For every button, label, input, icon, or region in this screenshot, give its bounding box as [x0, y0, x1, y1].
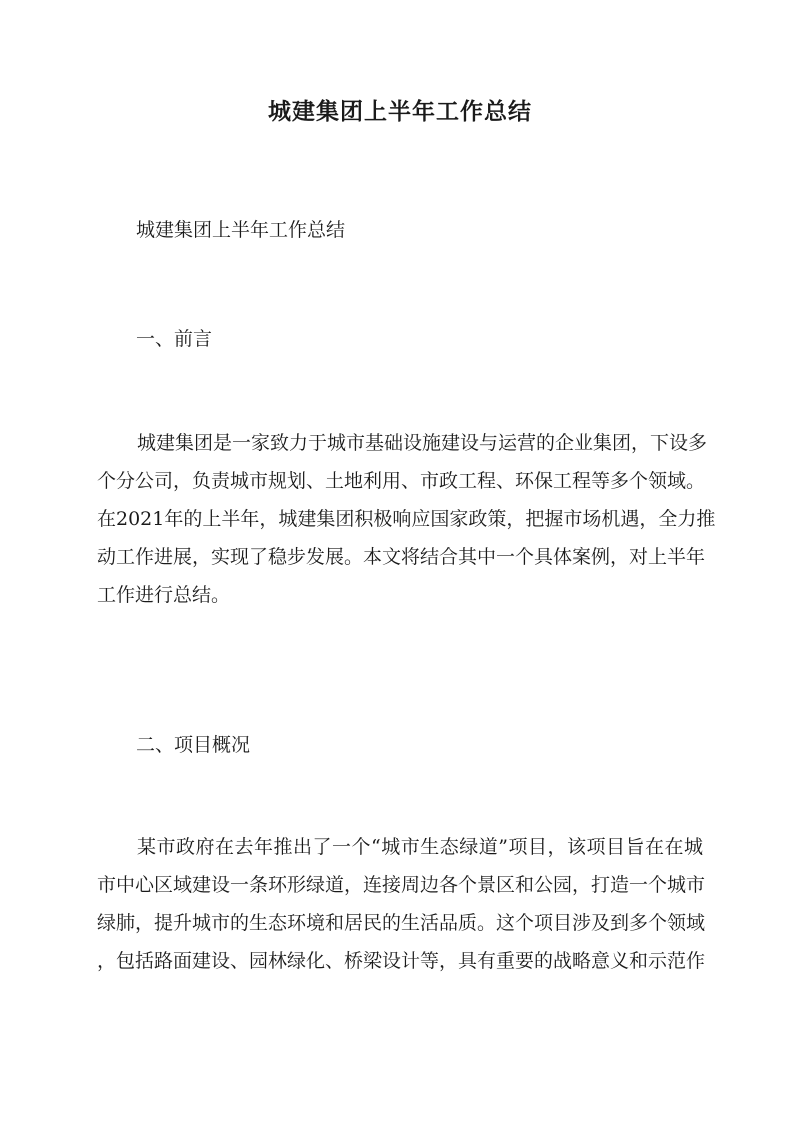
section-heading-preface: 一、前言 [136, 328, 213, 350]
paragraph-line: 工作进行总结。 [97, 584, 231, 606]
section-heading-overview: 二、项目概况 [136, 734, 251, 756]
paragraph-line: ，包括路面建设、园林绿化、桥梁设计等，具有重要的战略意义和示范作 [97, 950, 706, 972]
document-title: 城建集团上半年工作总结 [268, 98, 532, 125]
paragraph-line: 绿肺，提升城市的生态环境和居民的生活品质。这个项目涉及到多个领域 [97, 912, 706, 934]
document-subtitle: 城建集团上半年工作总结 [136, 219, 346, 241]
paragraph-line: 在2021年的上半年，城建集团积极响应国家政策，把握市场机遇，全力推 [97, 508, 716, 530]
paragraph-preface [97, 424, 716, 614]
paragraph-line: 动工作进展，实现了稳步发展。本文将结合其中一个具体案例，对上半年 [97, 546, 706, 568]
paragraph-overview [97, 828, 706, 980]
paragraph-line: 个分公司，负责城市规划、土地利用、市政工程、环保工程等多个领域。 [97, 470, 706, 492]
paragraph-line: 城建集团是一家致力于城市基础设施建设与运营的企业集团，下设多 [137, 432, 708, 454]
paragraph-line: 市中心区域建设一条环形绿道，连接周边各个景区和公园，打造一个城市 [97, 874, 706, 896]
paragraph-line: 某市政府在去年推出了一个“城市生态绿道”项目，该项目旨在在城 [137, 836, 703, 858]
